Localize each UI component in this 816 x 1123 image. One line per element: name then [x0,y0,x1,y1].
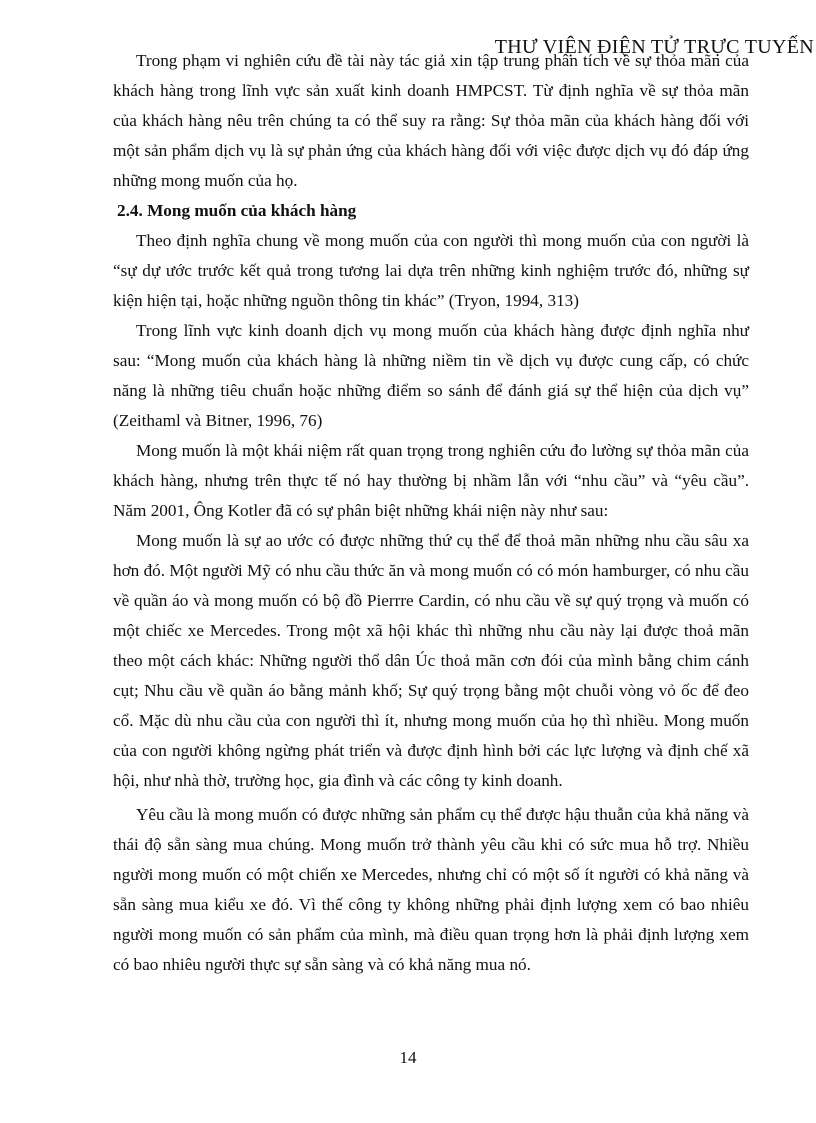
paragraph-expectation-concept: Mong muốn là một khái niệm rất quan trọng trong nghiên cứu đo lường sự thỏa mãn của khách hàng, nhưng trên thực tế nó hay thường bị nhầm lẫn với “nhu cầu” và “yêu cầu”. Năm 2001, Ông Kotler đã có sự phân biệt những khái niện này như sau: [113,441,749,520]
page-number: 14 [399,1048,417,1067]
page-body [113,46,749,980]
paragraph-service-definition: Trong lĩnh vực kinh doanh dịch vụ mong muốn của khách hàng được định nghĩa như sau: “Mong muốn của khách hàng là những niềm tin về dịch vụ được cung cấp, có chức năng là những tiêu chuẩn hoặc những điểm so sánh để đánh giá sự thể hiện của dịch vụ” (Zeithaml và Bitner, 1996, 76) [113,321,749,430]
paragraph-scope: Trong phạm vi nghiên cứu đề tài này tác giả xin tập trung phân tích về sự thỏa mãn của khách hàng trong lĩnh vực sản xuất kinh doanh HMPCST. Từ định nghĩa về sự thỏa mãn của khách hàng nêu trên chúng ta có thể suy ra rằng: Sự thỏa mãn của khách hàng đối với một sản phẩm dịch vụ là sự phản ứng của khách hàng đối với việc được dịch vụ đó đáp ứng những mong muốn của họ. [113,51,749,190]
watermark-header: THƯ VIỆN ĐIỆN TỬ TRỰC TUYẾN [494,36,814,58]
paragraph-demand: Yêu cầu là mong muốn có được những sản phẩm cụ thể được hậu thuẫn của khả năng và thái độ sẵn sàng mua chúng. Mong muốn trở thành yêu cầu khi có sức mua hỗ trợ. Nhiều người mong muốn có một chiến xe Mercedes, nhưng chỉ có một số ít người có khả năng và sẵn sàng mua kiểu xe đó. Vì thế công ty không những phải định lượng xem có bao nhiêu người mong muốn có sản phẩm của mình, mà điều quan trọng hơn là phải định lượng xem có bao nhiêu người thực sự sẵn sàng và có khả năng mua nó. [113,805,749,974]
section-heading: 2.4. Mong muốn của khách hàng [117,201,357,220]
paragraph-wants: Mong muốn là sự ao ước có được những thứ cụ thể để thoả mãn những nhu cầu sâu xa hơn đó. Một người Mỹ có nhu cầu thức ăn và mong muốn có có món hamburger, có nhu cầu về quần áo và mong muốn có bộ đồ Pierrre Cardin, có nhu cầu về sự quý trọng và muốn có một chiếc xe Mercedes. Trong một xã hội khác thì những nhu cầu này lại được thoả mãn theo một cách khác: Những người thổ dân Úc thoả mãn cơn đói của mình bằng chim cánh cụt; Nhu cầu về quần áo bằng mảnh khố; Sự quý trọng bằng một chuỗi vòng vỏ ốc để đeo cổ. Mặc dù nhu cầu của con người thì ít, nhưng mong muốn của họ thì nhiều. Mong muốn của con người không ngừng phát triển và được định hình bởi các lực lượng và định chế xã hội, như nhà thờ, trường học, gia đình và các công ty kinh doanh. [113,531,749,790]
paragraph-definition: Theo định nghĩa chung về mong muốn của con người thì mong muốn của con người là “sự dự ước trước kết quả trong tương lai dựa trên những kinh nghiệm trước đó, những sự kiện hiện tại, hoặc những nguồn thông tin khác” (Tryon, 1994, 313) [113,231,749,310]
